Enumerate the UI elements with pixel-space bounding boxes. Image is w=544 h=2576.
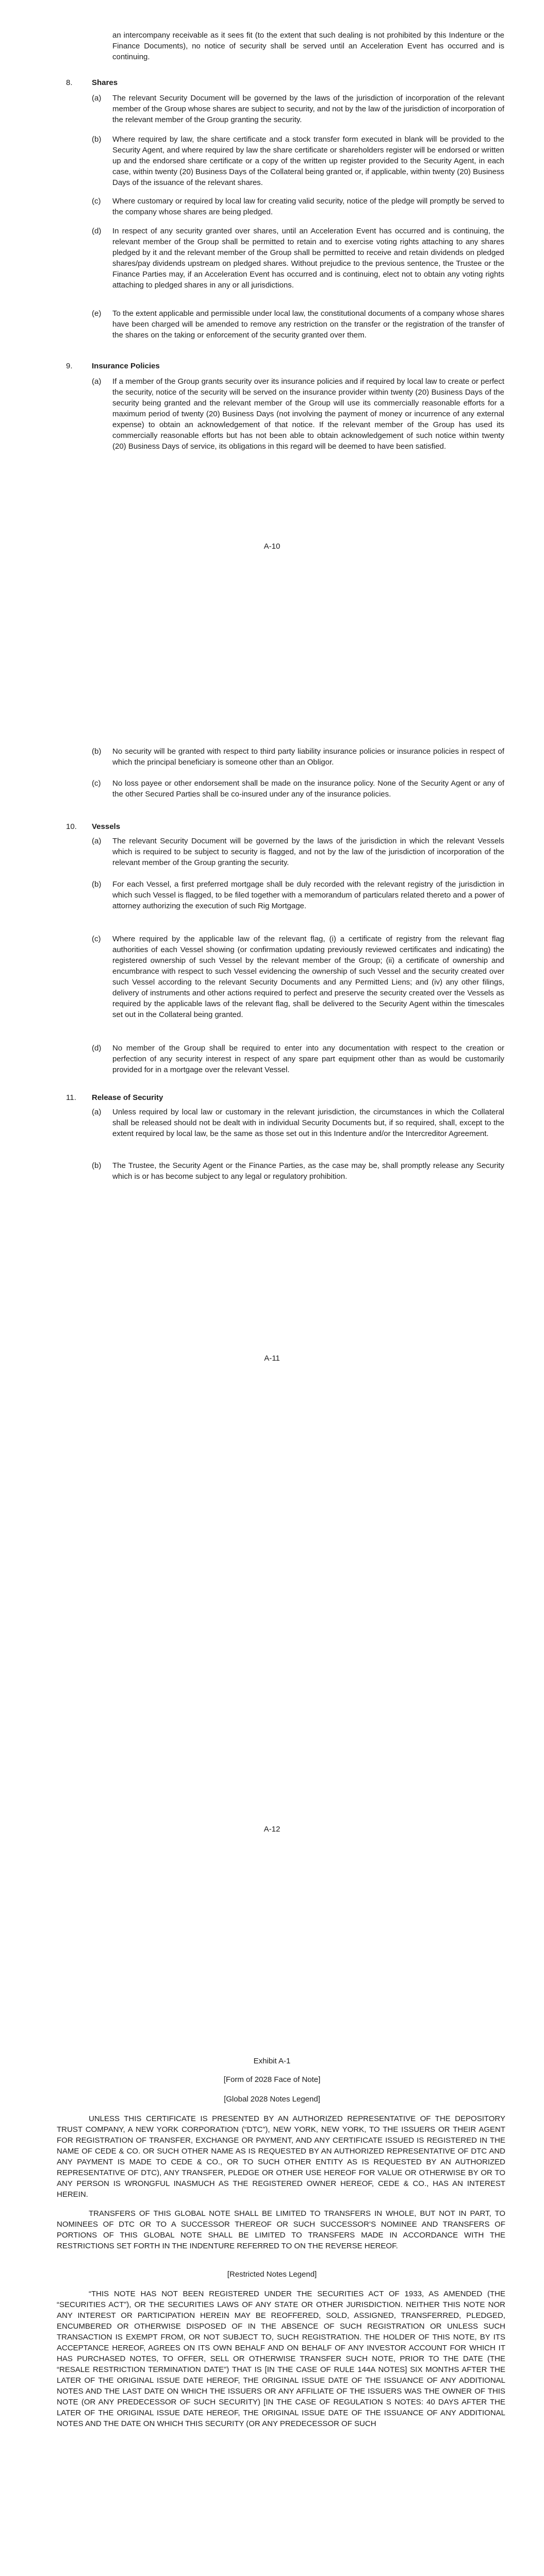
item-letter: (c) [92,935,101,943]
item-letter: (a) [92,1108,102,1116]
list-item: No security will be granted with respect to third party liability insurance policies or insurance policies in respect of which the principal beneficiary is someone other than an Obligor. [112,747,504,767]
dtc-legend-paragraph: UNLESS THIS CERTIFICATE IS PRESENTED BY AN AUTHORIZED REPRESENTATIVE OF THE DEPOSITORY TRUST COMPANY, A NEW YORK CORPORATION (“DTC”), NEW YORK, NEW YORK, TO THE ISSUERS OR THEIR AGENT FOR REGISTRATION OF TRANSFER, EXCHANGE OR PAYMENT, AND ANY CERTIFICATE ISSUED IS REGISTERED IN THE NAME OF CEDE & CO. OR SUCH OTHER NAME AS IS REQUESTED BY AN AUTHORIZED REPRESENTATIVE OF DTC AND ANY PAYMENT IS MADE TO CEDE & CO., OR TO SUCH OTHER ENTITY AS IS REQUESTED BY AN AUTHORIZED REPRESENTATIVE OF DTC), ANY TRANSFER, PLEDGE OR OTHER USE HEREOF FOR VALUE OR OTHERWISE BY OR TO ANY PERSON IS WRONGFUL INASMUCH AS THE REGISTERED OWNER HEREOF, CEDE & CO., HAS AN INTEREST HEREIN. [57,2114,505,2199]
item-letter: (d) [92,1044,102,1053]
list-item: Where required by the applicable law of the relevant flag, (i) a certificate of registry from the relevant flag authorities of each Vessel showing (or confirmation updating previously reviewed certificates and indicating) the registered ownership of such Vessel by the relevant member of the Group; (ii) a certificate of ownership and encumbrance with respect to such Vessel evidencing the ownership of such Vessel and the security created over such Vessel according to the relevant Security Documents and any Permitted Liens; and (iv) any other filings, delivery of instruments and other actions required to perfect and preserve the security created over the Vessels as required by the applicable laws of the relevant flag, shall be delivered to the Security Agent within the timescales set out in the Collateral being granted. [112,935,504,1019]
list-item: In respect of any security granted over shares, until an Acceleration Event has occurred and is continuing, the relevant member of the Group shall be permitted to retain and to exercise voting rights attaching to any shares pledged by it and the relevant member of the Group shall be permitted to receive and retain dividends on pledged shares/pay dividends upstream on pledged shares. Without prejudice to the previous sentence, the Trustee or the Finance Parties may, if an Acceleration Event has occurred and is continuing, elect not to obtain any voting rights attaching to pledged shares in any or all jurisdictions. [112,227,504,290]
item-letter: (b) [92,1161,102,1170]
item-letter: (c) [92,779,101,788]
page-number: A-11 [264,1354,280,1363]
exhibit-title: Exhibit A-1 [253,2057,291,2065]
section-10-title: Vessels [92,822,121,831]
list-item: No member of the Group shall be required to enter into any documentation with respect to the creation or perfection of any security interest in respect of any spare part equipment other than as would be customarily provided for in a mortgage over the relevant Vessel. [112,1044,504,1074]
item-letter: (b) [92,880,102,889]
list-item: The relevant Security Document will be governed by the laws of the jurisdiction in which the relevant Vessels which is required to be subject to security is flagged, and not by the law of the jurisdiction of incorporation of the relevant member of the Group granting the security. [112,837,504,867]
item-letter: (b) [92,747,102,756]
list-item: Where customary or required by local law for creating valid security, notice of the pledge will promptly be served to the company whose shares are being pledged. [112,197,504,216]
item-letter: (a) [92,94,102,103]
form-line: [Form of 2028 Face of Note] [223,2075,321,2084]
section-8-title: Shares [92,78,118,87]
securities-act-paragraph: “THIS NOTE HAS NOT BEEN REGISTERED UNDER THE SECURITIES ACT OF 1933, AS AMENDED (THE “SECURITIES ACT”), OR THE SECURITIES LAWS OF ANY STATE OR OTHER JURISDICTION. NEITHER THIS NOTE NOR ANY INTEREST OR PARTICIPATION HEREIN MAY BE REOFFERED, SOLD, ASSIGNED, TRANSFERRED, PLEDGED, ENCUMBERED OR OTHERWISE DISPOSED OF IN THE ABSENCE OF SUCH REGISTRATION OR UNLESS SUCH TRANSACTION IS EXEMPT FROM, OR NOT SUBJECT TO, SUCH REGISTRATION. THE HOLDER OF THIS NOTE, BY ITS ACCEPTANCE HEREOF, AGREES ON ITS OWN BEHALF AND ON BEHALF OF ANY INVESTOR ACCOUNT FOR WHICH IT HAS PURCHASED NOTES, TO OFFER, SELL OR OTHERWISE TRANSFER SUCH NOTE, PRIOR TO THE DATE (THE “RESALE RESTRICTION TERMINATION DATE”) THAT IS [IN THE CASE OF RULE 144A NOTES] SIX MONTHS AFTER THE LATER OF THE ORIGINAL ISSUE DATE HEREOF, THE ORIGINAL ISSUE DATE OF THE ISSUANCE OF ANY ADDITIONAL NOTES AND THE LAST DATE ON WHICH THE ISSUERS OR ANY AFFILIATE OF THE ISSUERS WAS THE OWNER OF THIS NOTE (OR ANY PREDECESSOR OF SUCH SECURITY) [IN THE CASE OF REGULATION S NOTES: 40 DAYS AFTER THE LATER OF THE ORIGINAL ISSUE DATE HEREOF, THE ORIGINAL ISSUE DATE OF THE ISSUANCE OF ANY ADDITIONAL NOTES AND THE DATE ON WHICH THIS SECURITY (OR ANY PREDECESSOR OF SUCH [57,2290,505,2428]
item-letter: (a) [92,377,102,386]
list-item: The relevant Security Document will be governed by the laws of the jurisdiction of incorporation of the relevant member of the Group whose shares are subject to security, and not by the law of the jurisdiction of incorporation of the relevant member of the Group granting the security. [112,94,504,124]
list-item: To the extent applicable and permissible under local law, the constitutional documents of a company whose shares have been charged will be amended to remove any restriction on the transfer or the registration of the transfer of the shares on the taking or enforcement of the security granted over them. [112,309,504,340]
restricted-notes-legend: [Restricted Notes Legend] [227,2270,317,2279]
list-item: If a member of the Group grants security over its insurance policies and if required by local law to create or perfect the security, notice of the security will be served on the insurance provider within twenty (20) Business Days of the security being granted and the relevant member of the Group will use its commercially reasonable efforts for a maximum period of twenty (20) Business Days (not involving the payment of money or incurrence of any external expense) to obtain an acknowledgement of that notice. If the relevant member of the Group has used its commercially reasonable efforts but has not been able to obtain acknowledgement of such notice within twenty (20) Business Days of service, its obligations in this regard will be deemed to have been satisfied. [112,377,504,451]
transfer-restriction-paragraph: TRANSFERS OF THIS GLOBAL NOTE SHALL BE LIMITED TO TRANSFERS IN WHOLE, BUT NOT IN PART, TO NOMINEES OF DTC OR TO A SUCCESSOR THEREOF OR SUCH SUCCESSOR’S NOMINEE AND TRANSFERS OF PORTIONS OF THIS GLOBAL NOTE SHALL BE LIMITED TO TRANSFERS MADE IN ACCORDANCE WITH THE RESTRICTIONS SET FORTH IN THE INDENTURE REFERRED TO ON THE REVERSE HEREOF. [57,2209,505,2250]
item-letter: (e) [92,309,102,318]
item-letter: (b) [92,135,102,144]
section-9-number: 9. [66,362,73,370]
section-11-number: 11. [66,1093,76,1102]
list-item: The Trustee, the Security Agent or the Finance Parties, as the case may be, shall promptly release any Security which is or has become subject to any legal or regulatory prohibition. [112,1161,504,1181]
legend-line: [Global 2028 Notes Legend] [224,2095,320,2104]
list-item: No loss payee or other endorsement shall be made on the insurance policy. None of the Security Agent or any of the other Secured Parties shall be co-insured under any of the insurance policies. [112,779,504,799]
page-number: A-10 [263,542,281,551]
item-letter: (c) [92,197,101,206]
section-8-number: 8. [66,78,73,87]
item-letter: (d) [92,227,102,235]
intro-continuation: an intercompany receivable as it sees fit (to the extent that such dealing is not prohibited by this Indenture or the Finance Documents), no notice of security shall be served until an Acceleration Event has occurred and is continuing. [112,31,504,61]
page-number: A-12 [263,1825,281,1834]
item-letter: (a) [92,837,102,845]
list-item: Unless required by local law or customary in the relevant jurisdiction, the circumstances in which the Collateral shall be released should not be dealt with in individual Security Documents but, if so required, shall, except to the extent required by local law, be the same as those set out in this Indenture and/or the Intercreditor Agreement. [112,1108,504,1138]
section-11-title: Release of Security [92,1093,163,1102]
list-item: For each Vessel, a first preferred mortgage shall be duly recorded with the relevant registry of the jurisdiction in which such Vessel is flagged, to be filed together with a memorandum of particulars related thereto and a power of attorney authorizing the execution of such Rig Mortgage. [112,880,504,910]
section-9-title: Insurance Policies [92,362,160,370]
list-item: Where required by law, the share certificate and a stock transfer form executed in blank will be provided to the Security Agent, and where required by law the share certificate or shareholders register will be endorsed or written up and the endorsed share certificate or a copy of the written up register provided to the Security Agent, in each case, within twenty (20) Business Days of the Collateral being granted or, if applicable, within twenty (20) Business Days of the issuance of the relevant shares. [112,135,504,187]
section-10-number: 10. [66,822,77,831]
